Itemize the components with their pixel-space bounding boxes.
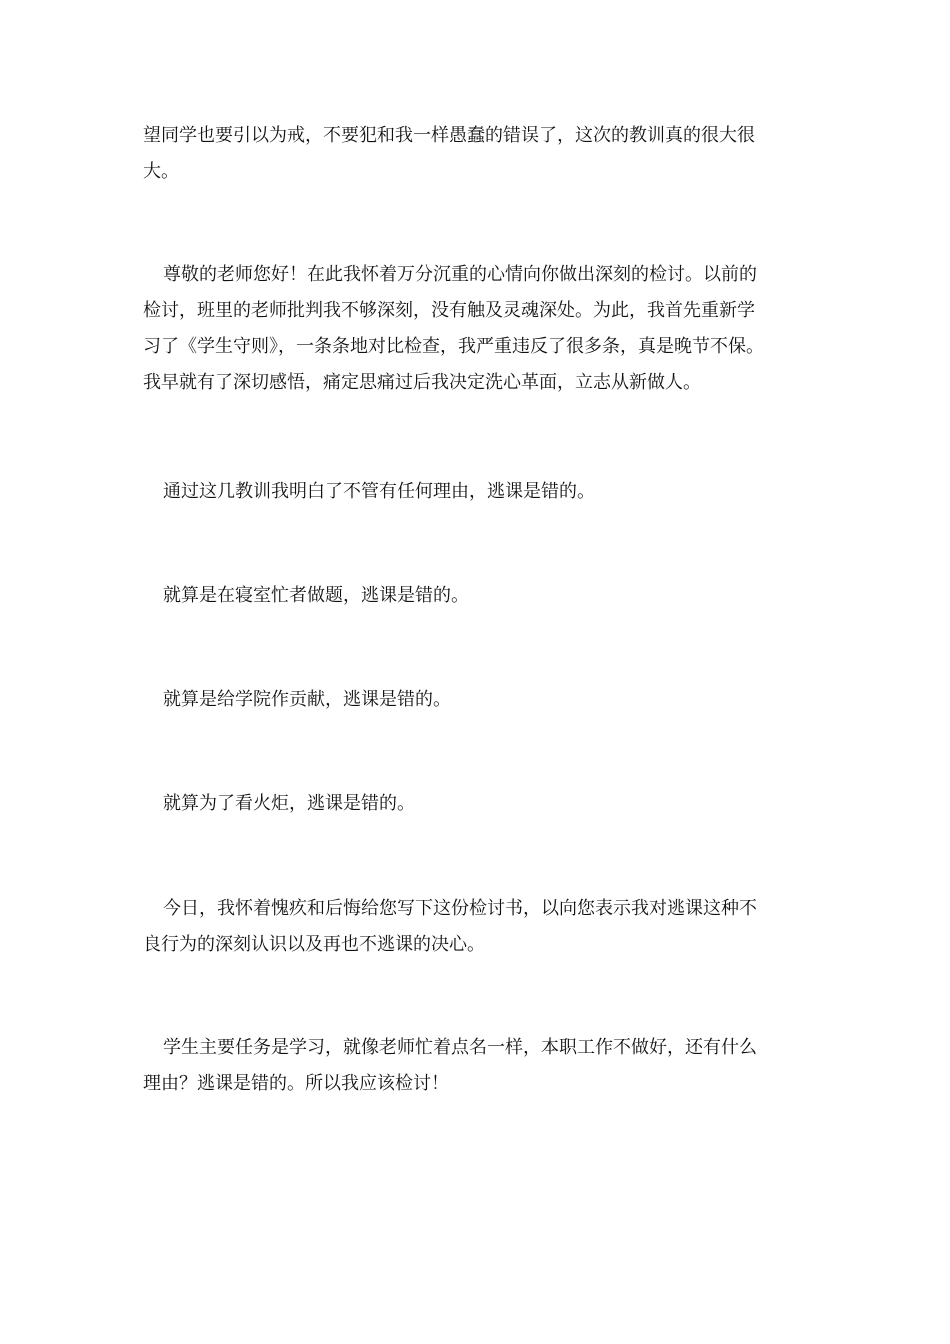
paragraph-7 bbox=[143, 891, 811, 963]
paragraph-line: 今日，我怀着愧疚和后悔给您写下这份检讨书，以向您表示我对逃课这种不 bbox=[163, 898, 757, 919]
paragraph-line: 大。 bbox=[143, 161, 179, 182]
paragraph-3 bbox=[143, 474, 811, 510]
paragraph-line: 理由？逃课是错的。所以我应该检讨！ bbox=[143, 1073, 449, 1094]
paragraph-line: 通过这几教训我明白了不管有任何理由，逃课是错的。 bbox=[163, 481, 595, 502]
paragraph-line: 检讨，班里的老师批判我不够深刻，没有触及灵魂深处。为此，我首先重新学 bbox=[143, 300, 755, 321]
paragraph-5 bbox=[143, 682, 811, 718]
paragraph-line: 良行为的深刻认识以及再也不逃课的决心。 bbox=[143, 934, 485, 955]
paragraph-line: 习了《学生守则》，一条条地对比检查，我严重违反了很多条，真是晚节不保。 bbox=[143, 336, 764, 357]
paragraph-line: 我早就有了深切感悟，痛定思痛过后我决定洗心革面，立志从新做人。 bbox=[143, 372, 701, 393]
paragraph-2 bbox=[143, 257, 811, 401]
paragraph-1 bbox=[143, 118, 811, 190]
paragraph-line: 望同学也要引以为戒，不要犯和我一样愚蠢的错误了，这次的教训真的很大很 bbox=[143, 125, 755, 146]
paragraph-line: 学生主要任务是学习，就像老师忙着点名一样，本职工作不做好，还有什么 bbox=[163, 1037, 757, 1058]
paragraph-4 bbox=[143, 578, 811, 614]
paragraph-line: 就算为了看火炬，逃课是错的。 bbox=[163, 793, 415, 814]
paragraph-line: 就算是给学院作贡献，逃课是错的。 bbox=[163, 689, 451, 710]
paragraph-line: 尊敬的老师您好！在此我怀着万分沉重的心情向你做出深刻的检讨。以前的 bbox=[163, 264, 757, 285]
paragraph-6 bbox=[143, 786, 811, 822]
paragraph-8 bbox=[143, 1030, 811, 1102]
paragraph-line: 就算是在寝室忙者做题，逃课是错的。 bbox=[163, 585, 469, 606]
